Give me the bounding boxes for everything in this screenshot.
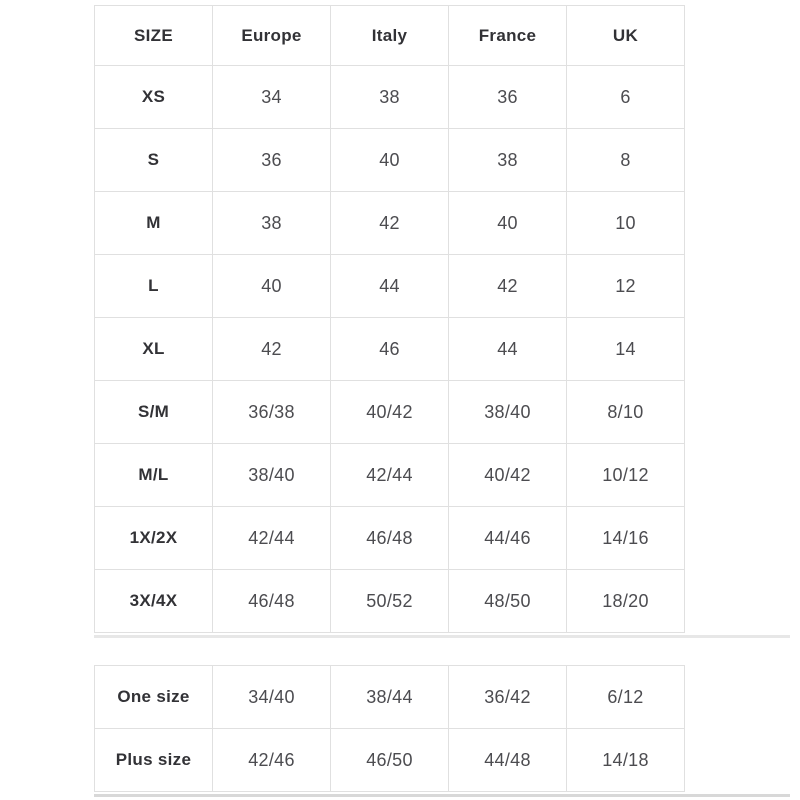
size-value-cell: 42/46 <box>213 729 331 792</box>
size-value-cell: 44 <box>449 318 567 381</box>
table-row-xs <box>95 66 685 129</box>
row-label: L <box>95 255 213 318</box>
size-value-cell: 38/40 <box>449 381 567 444</box>
size-value-cell: 46 <box>331 318 449 381</box>
size-value-cell: 42 <box>213 318 331 381</box>
size-value-cell: 8/10 <box>567 381 685 444</box>
table-row-s-m <box>95 381 685 444</box>
row-label: S <box>95 129 213 192</box>
table-row-1x-2x <box>95 507 685 570</box>
header-row <box>95 6 685 66</box>
table-row-3x-4x <box>95 570 685 633</box>
size-value-cell: 12 <box>567 255 685 318</box>
special-size-table <box>94 665 685 792</box>
size-value-cell: 10 <box>567 192 685 255</box>
size-value-cell: 46/48 <box>213 570 331 633</box>
size-value-cell: 14 <box>567 318 685 381</box>
size-value-cell: 10/12 <box>567 444 685 507</box>
main-size-table-body <box>95 66 685 633</box>
size-value-cell: 40/42 <box>331 381 449 444</box>
table-row-xl <box>95 318 685 381</box>
column-header-size: SIZE <box>95 6 213 66</box>
size-value-cell: 46/50 <box>331 729 449 792</box>
size-value-cell: 34/40 <box>213 666 331 729</box>
row-label: M/L <box>95 444 213 507</box>
table-row-s <box>95 129 685 192</box>
size-value-cell: 38 <box>331 66 449 129</box>
size-value-cell: 42/44 <box>213 507 331 570</box>
row-label: 3X/4X <box>95 570 213 633</box>
size-value-cell: 18/20 <box>567 570 685 633</box>
size-value-cell: 42 <box>449 255 567 318</box>
table-row-m <box>95 192 685 255</box>
size-value-cell: 46/48 <box>331 507 449 570</box>
size-value-cell: 36 <box>213 129 331 192</box>
size-value-cell: 40 <box>449 192 567 255</box>
size-value-cell: 34 <box>213 66 331 129</box>
column-header-uk: UK <box>567 6 685 66</box>
size-value-cell: 14/16 <box>567 507 685 570</box>
row-label: M <box>95 192 213 255</box>
size-value-cell: 6 <box>567 66 685 129</box>
main-size-table-container <box>94 5 790 638</box>
size-value-cell: 40 <box>213 255 331 318</box>
size-value-cell: 38 <box>449 129 567 192</box>
size-value-cell: 14/18 <box>567 729 685 792</box>
column-header-italy: Italy <box>331 6 449 66</box>
size-value-cell: 42 <box>331 192 449 255</box>
main-size-table <box>94 5 685 633</box>
row-label: S/M <box>95 381 213 444</box>
size-value-cell: 50/52 <box>331 570 449 633</box>
size-value-cell: 38 <box>213 192 331 255</box>
column-header-europe: Europe <box>213 6 331 66</box>
table-bottom-shadow <box>94 794 790 797</box>
row-label: XL <box>95 318 213 381</box>
size-value-cell: 48/50 <box>449 570 567 633</box>
size-value-cell: 38/40 <box>213 444 331 507</box>
row-label: 1X/2X <box>95 507 213 570</box>
row-label: XS <box>95 66 213 129</box>
size-value-cell: 44 <box>331 255 449 318</box>
table-row-one-size <box>95 666 685 729</box>
column-header-france: France <box>449 6 567 66</box>
size-value-cell: 44/46 <box>449 507 567 570</box>
size-value-cell: 42/44 <box>331 444 449 507</box>
size-value-cell: 36 <box>449 66 567 129</box>
table-row-l <box>95 255 685 318</box>
size-value-cell: 36/42 <box>449 666 567 729</box>
size-value-cell: 38/44 <box>331 666 449 729</box>
size-value-cell: 40 <box>331 129 449 192</box>
size-value-cell: 40/42 <box>449 444 567 507</box>
table-bottom-shadow <box>94 635 790 638</box>
table-row-m-l <box>95 444 685 507</box>
size-value-cell: 36/38 <box>213 381 331 444</box>
size-value-cell: 6/12 <box>567 666 685 729</box>
row-label: Plus size <box>95 729 213 792</box>
size-value-cell: 8 <box>567 129 685 192</box>
special-size-table-container <box>94 665 790 797</box>
row-label: One size <box>95 666 213 729</box>
main-size-table-header <box>95 6 685 66</box>
special-size-table-body <box>95 666 685 792</box>
table-row-plus-size <box>95 729 685 792</box>
size-value-cell: 44/48 <box>449 729 567 792</box>
